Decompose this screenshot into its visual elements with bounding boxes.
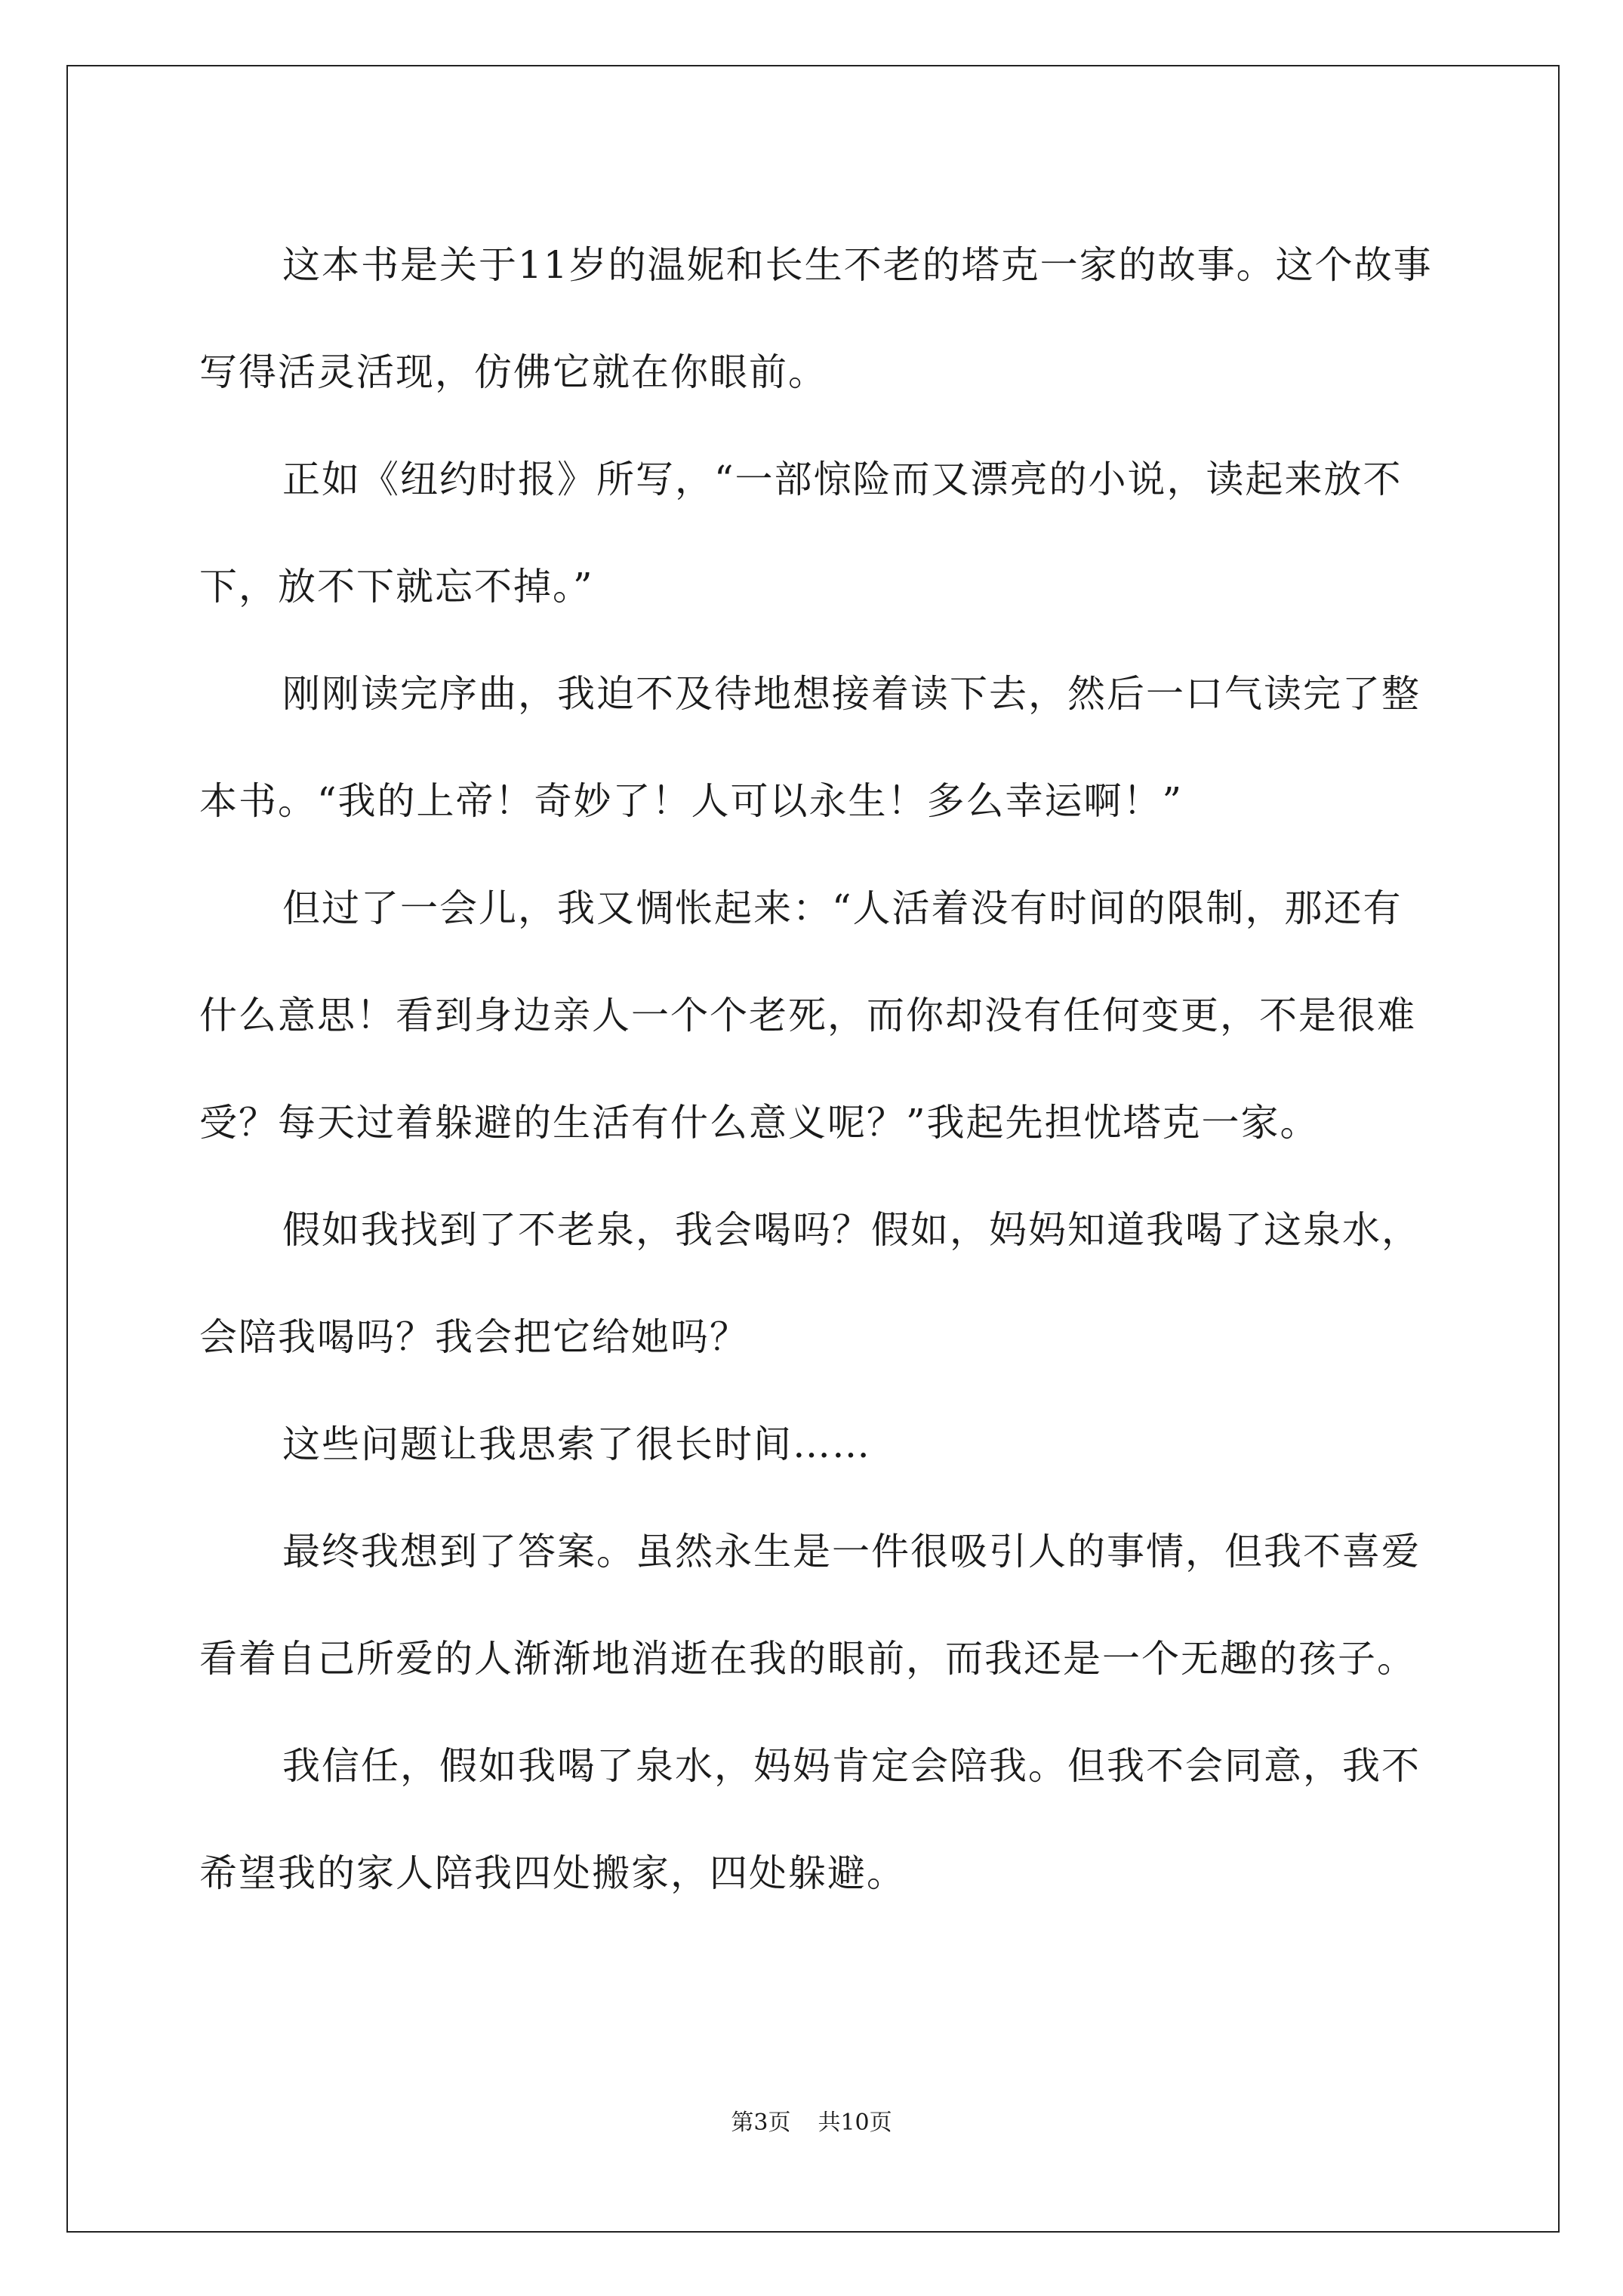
paragraph: 我信任，假如我喝了泉水，妈妈肯定会陪我。但我不会同意，我不希望我的家人陪我四处搬家，四处躲避。 — [199, 1744, 1421, 1895]
document-body — [199, 211, 1437, 1927]
paragraph: 这些问题让我思索了很长时间…… — [282, 1422, 871, 1466]
paragraph: 正如《纽约时报》所写，“一部惊险而又漂亮的小说，读起来放不下，放不下就忘不掉。” — [199, 458, 1403, 609]
page-footer — [0, 2108, 1623, 2138]
paragraph: 这本书是关于11岁的温妮和长生不老的塔克一家的故事。这个故事写得活灵活现，仿佛它就在你眼前。 — [199, 243, 1433, 394]
paragraph: 假如我找到了不老泉，我会喝吗？假如，妈妈知道我喝了这泉水，会陪我喝吗？我会把它给她吗？ — [199, 1208, 1421, 1359]
paragraph: 刚刚读完序曲，我迫不及待地想接着读下去，然后一口气读完了整本书。“我的上帝！奇妙了！人可以永生！多么幸运啊！” — [199, 672, 1421, 823]
page-number-total: 共10页 — [818, 2110, 892, 2136]
page-number-current: 第3页 — [731, 2110, 791, 2136]
paragraph: 但过了一会儿，我又惆怅起来：“人活着没有时间的限制，那还有什么意思！看到身边亲人一个个老死，而你却没有任何变更，不是很难受？每天过着躲避的生活有什么意义呢？”我起先担忧塔克一家。 — [199, 886, 1416, 1145]
paragraph: 最终我想到了答案。虽然永生是一件很吸引人的事情，但我不喜爱看着自己所爱的人渐渐地消逝在我的眼前，而我还是一个无趣的孩子。 — [199, 1530, 1421, 1681]
